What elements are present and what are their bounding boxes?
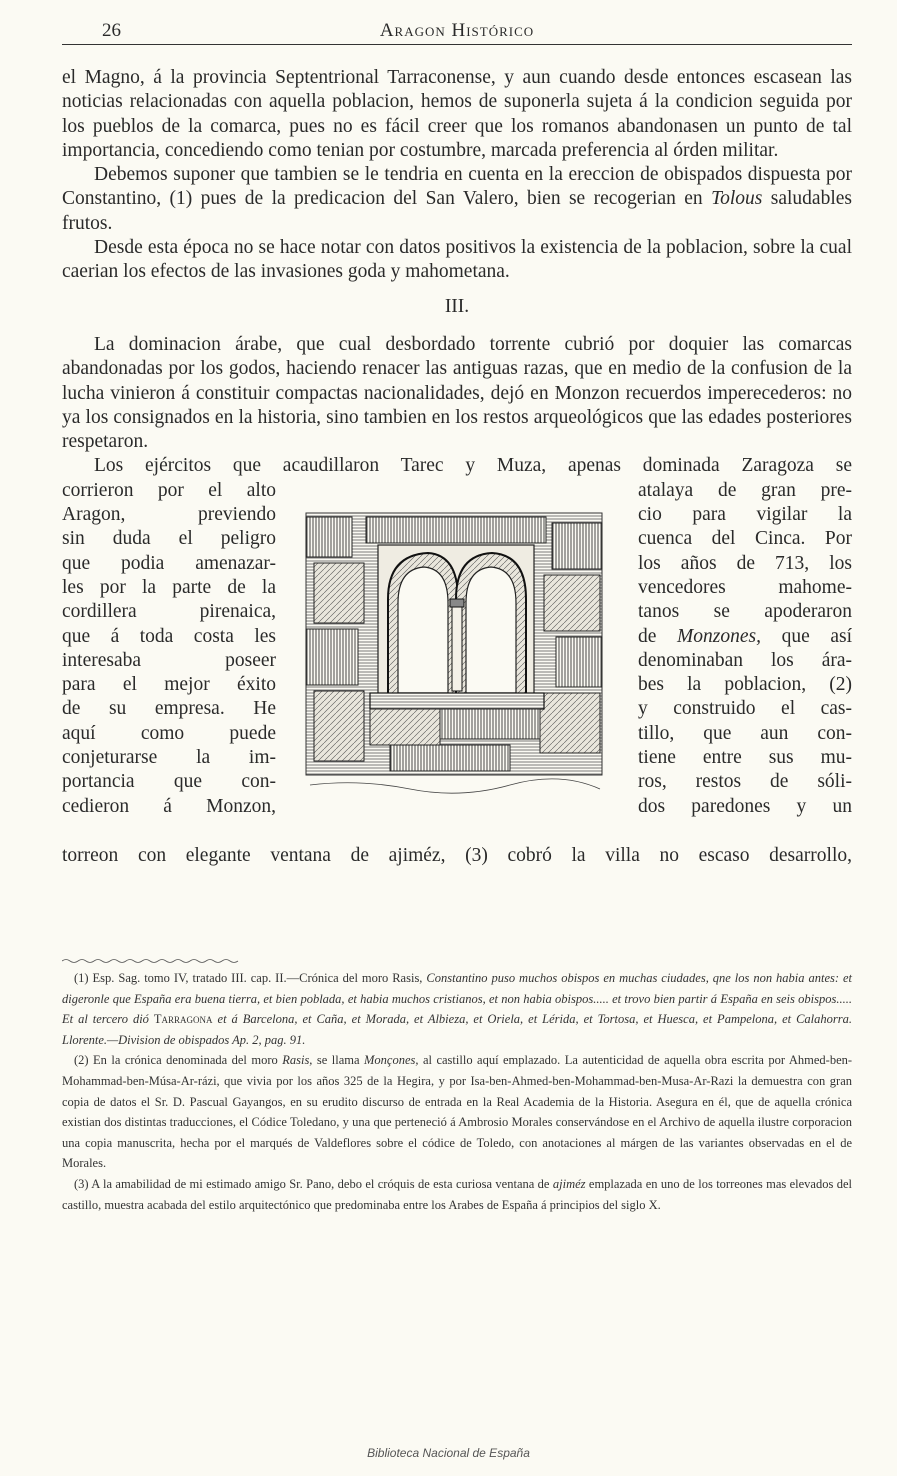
library-watermark: Biblioteca Nacional de España <box>367 1446 530 1460</box>
paragraph: Desde esta época no se hace notar con datos positivos la existencia de la poblacion, sobre la cual caerian los efectos de las invasiones goda y mahometana. <box>62 237 852 283</box>
footnote-separator <box>62 958 242 964</box>
paragraph: el Magno, á la provincia Septentrional Tarraconense, y aun cuando desde entonces escasean las noticias relacionadas con aquella poblacion, hemos de suponerla sujeta á la condicion seguida por los pueblos de la comarca, pues no es fácil creer que los romanos abandonasen un punto de tal importancia, concediendo como tenian por costumbre, marcada preferencia al órden militar. <box>62 67 852 161</box>
footnote-2: (2) En la crónica denominada del moro Rasis, se llama Monçones, al castillo aquí emplazado. La autenticidad de aquella obra escrita por Ahmed-ben-Mohammad-ben-Músa-Ar-rázi, que vivia por los años 325 de la Hegira, y por Isa-ben-Ahmed-ben-Mohammad-ben-Musa-Ar-Razi la demuestra con gran copia de datos el Sr. D. Pascual Gayangos, en su erudito discurso de entrada en la Real Academia de la Historia. Asegura en él, que de aquella crónica existian dos distintas traducciones, el Códice Toledano, y una que perteneció á Ambrosio Morales conservándose en el Archivo de aquella ilustre corporacion una copia manuscrita, hecha por el marqués de Valdeflores sobre el códice de Toledo, con anotaciones al márgen de las variantes observadas en el de Morales. <box>62 1053 853 1171</box>
footnotes <box>62 968 852 1215</box>
ajimez-window-engraving <box>300 503 614 803</box>
window-illustration <box>300 503 614 803</box>
footnote-1: (1) Esp. Sag. tomo IV, tratado III. cap. II.—Crónica del moro Rasis, Constantino puso muchos obispos en muchas ciudades, qne los non habia antes: et digeronle que España era buena tierra, et bien poblada, et habia muchos cristianos, et non habia obispos..... et trovo bien partir á España en seis obispos..... Et al tercero dió Tarragona et á Barcelona, et Caña, et Morada, et Albieza, et Oriela, et Lérida, et Tortosa, et Huesca, et Pampelona, et Calahorra. Llorente.—Division de obispados Ap. 2, pag. 91. <box>62 971 853 1047</box>
paragraph: Los ejércitos que acaudillaron Tarec y Muza, apenas dominada Zaragoza se <box>94 455 852 477</box>
running-title: Aragon Histórico <box>379 20 535 41</box>
page-header <box>62 16 852 45</box>
section-number: III. <box>444 295 470 317</box>
figure-wrap-block <box>62 479 852 844</box>
main-text <box>62 66 852 868</box>
right-column: atalaya de gran pre- cio para vigilar la cuenca del Cinca. Por los años de 713, los vencedores mahome- tanos se apoderaron de Monzones, que así denominaban los ára- bes la poblacion, (2) y construido el cas- tillo, que aun con- tiene entre sus mu- ros, restos de sóli- dos paredones y un <box>638 479 852 817</box>
place-name: Tolous <box>711 188 763 210</box>
footnote-3: (3) A la amabilidad de mi estimado amigo Sr. Pano, debo el cróquis de esta curiosa ventana de ajiméz emplazada en uno de los torreones mas elevados del castillo, muestra acabada del estilo arquitectónico que predominaba entre los Arabes de España á principios del siglo X. <box>62 1176 853 1212</box>
page-number: 26 <box>102 20 121 41</box>
closing-line: torreon con elegante ventana de ajiméz, (3) cobró la villa no escaso desarrollo, <box>62 844 852 866</box>
paragraph: La dominacion árabe, que cual desbordado torrente cubrió por doquier las comarcas abandonadas por los godos, haciendo renacer las antiguas razas, que en medio de la confusion de la lucha vinieron á constituir compactas nacionalidades, dejó en Monzon recuerdos imperecederos: no ya los consignados en la historia, sino tambien en los restos arqueológicos que las edades posteriores respetaron. <box>62 333 852 453</box>
place-name: Monzones, <box>677 625 761 647</box>
left-column: corrieron por el alto Aragon, previendo sin duda el peligro que podia amenazar- les por la parte de la cordillera pirenaica, que á toda costa les interesaba poseer para el mejor éxito de su empresa. He aquí como puede conjeturarse la im- portancia que con- cedieron á Monzon, <box>62 479 276 817</box>
paragraph: Debemos suponer que tambien se le tendria en cuenta en la ereccion de obispados dispuesta por Constantino, (1) pues de la predicacion del San Valero, bien se recogerian en Tolous saludables frutos. <box>62 164 852 234</box>
